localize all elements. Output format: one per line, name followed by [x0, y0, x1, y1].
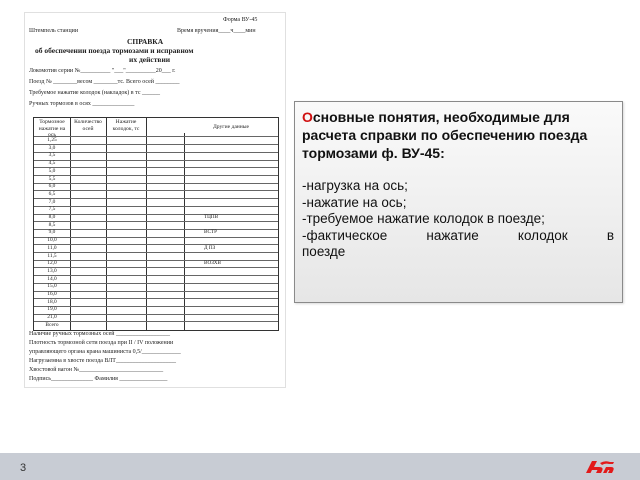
other-data-vozhv: ВОЗХВ: [204, 260, 222, 267]
table-row-rule: [34, 275, 278, 276]
table-row-rule: [34, 283, 278, 284]
table-row-rule: [34, 183, 278, 184]
table-row-value: 3,0: [48, 144, 56, 151]
table-row-value: 9,0: [48, 229, 56, 236]
table-row-value: 16,0: [47, 291, 57, 297]
table-row-value: 7,0: [48, 198, 56, 205]
concept-item: -нажатие на ось;: [302, 194, 407, 210]
footer-bar: [0, 453, 640, 480]
table-row-value: 10,0: [47, 237, 57, 244]
concept-item: -фактическое нажатие колодок в: [302, 227, 614, 243]
heading-text: сновные понятия, необходимые для расчета справки по обеспечению поезда тормозами ф. ВУ-45:: [302, 109, 588, 161]
panel-heading: [302, 108, 614, 162]
table-row-rule: [34, 160, 278, 161]
table-header-axle-pressure: Тормозное нажатие на ось: [38, 119, 66, 138]
table-row-value: 18,0: [47, 298, 57, 305]
concept-item-continuation: поезде: [302, 244, 346, 259]
concept-item: -нагрузка на ось;: [302, 178, 408, 193]
table-row-rule: [34, 198, 278, 199]
form-title-line2: об обеспечении поезда тормозами и исправном: [35, 46, 194, 55]
table-header-shoe-pressure: Нажатие колодок, тс: [112, 119, 140, 132]
slide-number: 3: [20, 462, 27, 474]
table-row-value: 19,0: [47, 306, 57, 313]
concepts-list: [302, 178, 614, 261]
table-row-rule: [34, 206, 278, 207]
table-row-rule: [34, 144, 278, 145]
table-row-rule: [34, 298, 278, 299]
table-row-rule: [34, 291, 278, 292]
table-row-value: 1,25: [47, 137, 57, 143]
table-row-rule: [34, 252, 278, 253]
table-row-rule: [34, 244, 278, 245]
table-row-rule: [34, 321, 278, 322]
form-header-left: Штемпель станции: [29, 28, 79, 34]
table-row-value: 14,0: [47, 275, 57, 282]
form-footer-line: управляющего органа крана машиниста 0,5/_____________: [29, 349, 181, 355]
form-footer-line: Нагрузаемна в хвосте поезда ВЛТ____________________: [29, 358, 176, 364]
other-data-vstr: ВСТР: [204, 229, 217, 236]
table-row-value: 11,5: [47, 252, 57, 259]
concepts-panel: [294, 101, 623, 303]
form-footer-line: Наличие ручных тормозных осей __________________: [29, 331, 170, 337]
table-row-value: 3,5: [48, 152, 56, 159]
table-row-rule: [34, 306, 278, 307]
table-row-value: 11,0: [47, 244, 57, 251]
form-code: Форма ВУ-45: [223, 17, 258, 23]
table-row-value: 4,5: [48, 160, 56, 167]
concept-item: -требуемое нажатие колодок в поезде;: [302, 211, 545, 226]
table-row-value: 21,0: [47, 314, 57, 321]
table-row-rule: [34, 314, 278, 315]
table-row-rule: [34, 267, 278, 268]
table-row-rule: [34, 152, 278, 153]
table-row-value: 6,0: [48, 183, 56, 190]
form-line-handbrakes: Ручных тормозов в осях ______________: [29, 101, 135, 107]
table-row-rule: [34, 229, 278, 230]
table-row-value: 5,0: [48, 167, 56, 174]
form-header-right: Время вручения____ч____мин: [177, 28, 256, 34]
table-header-axle-count: Количество осей: [74, 119, 102, 132]
table-row-value: 8,0: [48, 214, 56, 220]
form-vu45-image: [24, 12, 286, 388]
heading-initial-letter: О: [302, 109, 313, 125]
rzd-logo-icon: [583, 457, 617, 477]
table-row-value: 12,0: [47, 260, 57, 267]
table-row-rule: [34, 214, 278, 215]
table-row-value: 8,5: [48, 221, 56, 228]
form-line-required: Требуемое нажатие колодок (накладок) в тс ______: [29, 90, 160, 96]
table-col-divider: [184, 133, 185, 330]
form-title: СПРАВКА: [127, 37, 164, 46]
table-row-rule: [34, 237, 278, 238]
table-row-rule: [34, 175, 278, 176]
table-row-value: 6,5: [48, 190, 56, 197]
table-row-rule: [34, 221, 278, 222]
form-footer-line: Плотность тормозной сети поезда при II / IV положении: [29, 340, 174, 346]
table-row-value: Всего: [45, 321, 59, 328]
form-footer-line: Хвостовой вагон №____________________________: [29, 367, 164, 373]
other-data-dpz: Д ПЗ: [204, 244, 216, 251]
table-row-value: 5,5: [48, 175, 56, 182]
form-table: [33, 117, 279, 331]
table-row-rule: [34, 190, 278, 191]
table-row-rule: [34, 167, 278, 168]
table-header-other-data: Другие данные: [212, 124, 250, 130]
form-line-locomotive: Локомотив серии №__________ "___"__________20___ г.: [29, 68, 176, 74]
table-header-rule: [34, 136, 278, 137]
table-row-rule: [34, 260, 278, 261]
form-footer-line: Подпись______________ Фамилия ________________: [29, 376, 168, 382]
table-row-value: 15,0: [47, 283, 57, 290]
other-data-tcpv: ТЦПВ: [204, 214, 219, 220]
form-line-train: Поезд № ________весом ________тс. Всего осей ________: [29, 79, 180, 85]
table-row-value: 7,5: [48, 206, 56, 213]
form-title-line3: их действии: [129, 55, 171, 64]
table-row-value: 13,0: [47, 267, 57, 274]
